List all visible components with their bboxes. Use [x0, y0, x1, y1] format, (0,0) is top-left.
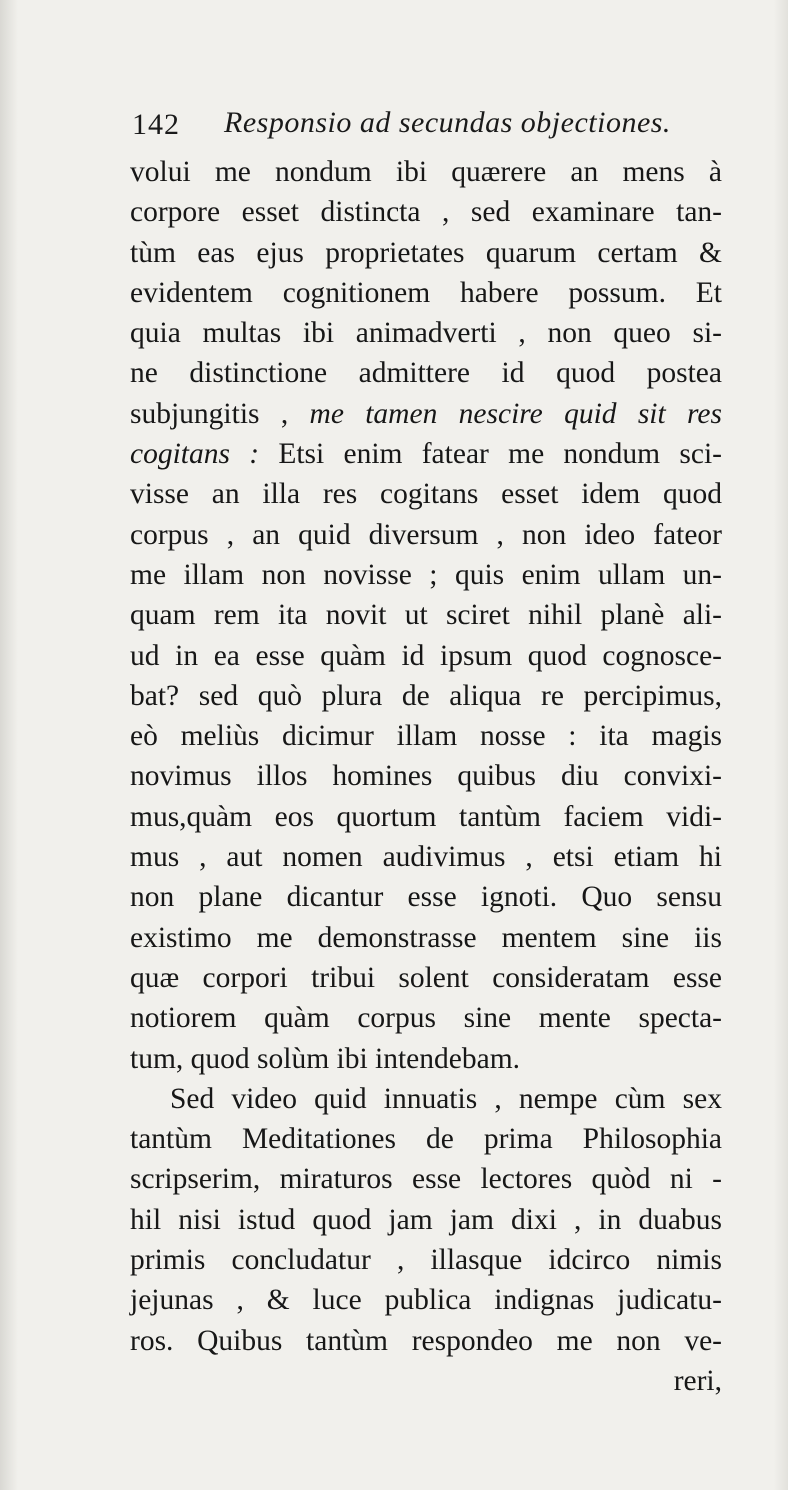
roman-segment: Etsi enim fatear me nondum sci- — [259, 438, 722, 471]
text-line: mus,quàm eos quortum tantùm faciem vidi- — [130, 800, 722, 833]
text-line: Sed video quid innuatis , nempe cùm sex — [170, 1082, 722, 1115]
text-line: volui me nondum ibi quærere an mens à — [130, 156, 722, 188]
text-line: tum, quod solùm ibi intendebam. — [130, 1042, 521, 1075]
text-line: quæ corpori tribui solent consideratam esse — [130, 961, 722, 994]
text-line: corpus , an quid diversum , non ideo fateor — [130, 518, 722, 551]
text-line: hil nisi istud quod jam jam dixi , in duabus — [130, 1203, 722, 1236]
body-text — [130, 152, 722, 1401]
running-header — [132, 104, 712, 148]
text-line: ne distinctione admittere id quod postea — [130, 357, 722, 390]
text-line: mus , aut nomen audivimus , etsi etiam hi — [130, 841, 722, 874]
italic-quotation: me tamen nescire quid sit res — [309, 397, 722, 430]
catchword: reri, — [673, 1364, 722, 1397]
text-line: notiorem quàm corpus sine mente specta- — [130, 1002, 722, 1035]
page-number: 142 — [132, 108, 180, 141]
page-edge-shadow — [774, 0, 788, 1490]
text-line: scripserim, miraturos esse lectores quòd ni - — [130, 1163, 722, 1196]
text-line — [130, 434, 722, 474]
roman-segment: subjungitis , — [130, 397, 310, 430]
text-line: ros. Quibus tantùm respondeo me non ve- — [130, 1324, 722, 1357]
text-line: evidentem cognitionem habere possum. Et — [130, 276, 722, 309]
text-line: tùm eas ejus proprietates quarum certam & — [130, 236, 722, 269]
italic-quotation: cogitans : — [130, 438, 260, 471]
text-line: ud in ea esse quàm id ipsum quod cognosce- — [130, 639, 722, 672]
text-line: non plane dicantur esse ignoti. Quo sensu — [130, 881, 722, 914]
text-line: quam rem ita novit ut sciret nihil planè ali- — [130, 599, 722, 632]
running-title: Responsio ad secundas objectiones. — [224, 106, 671, 139]
text-line: jejunas , & luce publica indignas judicatu- — [130, 1284, 722, 1317]
page-gutter-shadow — [0, 0, 18, 1490]
text-line — [130, 394, 722, 434]
text-line: eò meliùs dicimur illam nosse : ita magis — [130, 720, 722, 753]
text-line: primis concludatur , illasque idcirco nimis — [130, 1244, 722, 1277]
text-line: corpore esset distincta , sed examinare tan- — [130, 196, 722, 229]
text-line: me illam non novisse ; quis enim ullam un- — [130, 558, 722, 591]
text-line: tantùm Meditationes de prima Philosophia — [130, 1123, 722, 1156]
text-line: bat? sed quò plura de aliqua re percipimus, — [130, 679, 722, 712]
text-line: visse an illa res cogitans esset idem quod — [130, 478, 722, 511]
text-line: quia multas ibi animadverti , non queo si- — [130, 317, 722, 350]
text-line: existimo me demonstrasse mentem sine iis — [130, 921, 722, 954]
text-line: novimus illos homines quibus diu convixi- — [130, 760, 722, 793]
